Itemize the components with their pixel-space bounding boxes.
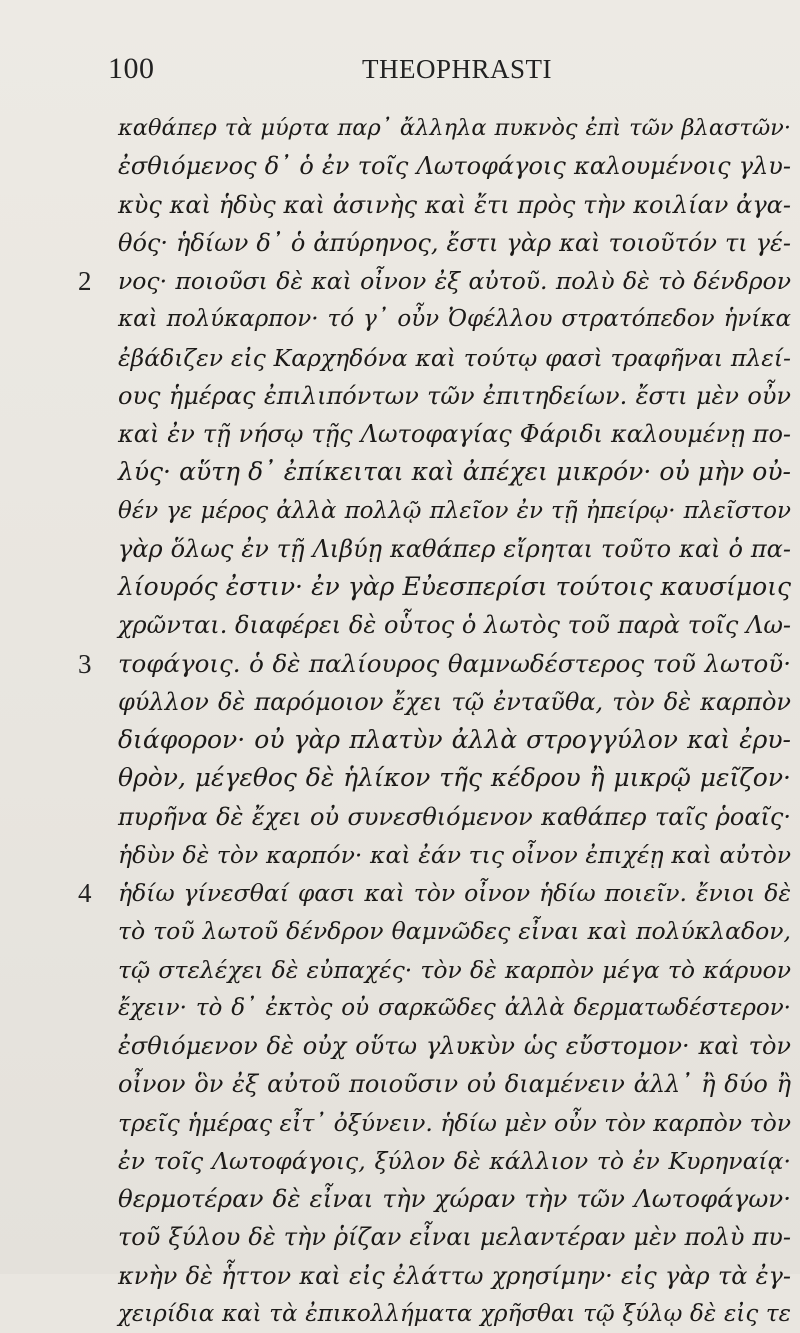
text-line (0, 224, 800, 262)
line-text: τῷ στελέχει δὲ εὐπαχές· τὸν δὲ καρπὸν μέγα τὸ κάρυον (118, 955, 791, 984)
line-text: τοφάγοις. ὁ δὲ παλίουρος θαμνωδέστερος τοῦ λωτοῦ· (118, 648, 791, 678)
line-text: κνὴν δὲ ἧττον καὶ εἰς ἐλάττω χρησίμην· εἰς γὰρ τὰ ἐγ- (118, 1261, 791, 1290)
line-text: ἡδίω γίνεσθαί φασι καὶ τὸν οἶνον ἡδίω ποιεῖν. ἔνιοι δὲ (118, 879, 791, 907)
line-text: θέν γε μέρος ἀλλὰ πολλῷ πλεῖον ἐν τῇ ἠπείρῳ· πλεῖστον (118, 497, 791, 524)
text-line (0, 1218, 800, 1256)
text-line (0, 989, 800, 1027)
line-text: καθάπερ τὰ μύρτα παρ᾽ ἄλληλα πυκνὸς ἐπὶ τῶν βλαστῶν· (118, 115, 791, 141)
line-text: θός· ἡδίων δ᾽ ὁ ἀπύρηνος, ἔστι γὰρ καὶ τοιοῦτόν τι γέ- (118, 228, 791, 257)
text-line (0, 798, 800, 836)
text-line (0, 262, 800, 300)
text-line (0, 186, 800, 224)
text-line (0, 606, 800, 644)
line-text: νος· ποιοῦσι δὲ καὶ οἶνον ἐξ αὐτοῦ. πολὺ δὲ τὸ δένδρον (118, 267, 791, 295)
line-text: ἐν τοῖς Λωτοφάγοις, ξύλον δὲ κάλλιον τὸ ἐν Κυρηναίᾳ· (118, 1146, 791, 1175)
text-line (0, 912, 800, 950)
line-text: πυρῆνα δὲ ἔχει οὐ συνεσθιόμενον καθάπερ ταῖς ῥοαῖς· (118, 802, 791, 831)
text-line (0, 339, 800, 377)
text-line (0, 836, 800, 874)
text-line (0, 492, 800, 530)
line-text: τοῦ ξύλου δὲ τὴν ῥίζαν εἶναι μελαντέραν μὲν πολὺ πυ- (118, 1223, 791, 1252)
text-line (0, 1104, 800, 1142)
line-text: λύς· αὕτη δ᾽ ἐπίκειται καὶ ἀπέχει μικρόν· οὐ μὴν οὐ- (118, 457, 791, 487)
text-line (0, 1065, 800, 1103)
line-text: καὶ πολύκαρπον· τό γ᾽ οὖν Ὀφέλλου στρατόπεδον ἡνίκα (118, 306, 791, 333)
line-text: ἔχειν· τὸ δ᾽ ἐκτὸς οὐ σαρκῶδες ἀλλὰ δερματωδέστερον· (118, 994, 791, 1021)
line-text: γὰρ ὅλως ἐν τῇ Λιβύῃ καθάπερ εἴρηται τοῦτο καὶ ὁ πα- (118, 534, 791, 563)
line-text: οἶνον ὃν ἐξ αὐτοῦ ποιοῦσιν οὐ διαμένειν ἀλλ᾽ ἢ δύο ἢ (118, 1070, 791, 1099)
page-number: 100 (108, 52, 155, 85)
text-line (0, 1295, 800, 1333)
line-text: διάφορον· οὐ γὰρ πλατὺν ἀλλὰ στρογγύλον καὶ ἐρυ- (118, 725, 791, 754)
text-line (0, 683, 800, 721)
line-text: τὸ τοῦ λωτοῦ δένδρον θαμνῶδες εἶναι καὶ πολύκλαδον, (118, 917, 791, 946)
text-line (0, 951, 800, 989)
line-text: θερμοτέραν δὲ εἶναι τὴν χώραν τὴν τῶν Λωτοφάγων· (118, 1184, 791, 1213)
section-number: 3 (78, 648, 92, 679)
text-body (0, 109, 800, 1333)
text-line (0, 874, 800, 912)
line-text: ἐσθιόμενον δὲ οὐχ οὕτω γλυκὺν ὡς εὔστομον· καὶ τὸν (118, 1032, 791, 1060)
line-text: θρὸν, μέγεθος δὲ ἡλίκον τῆς κέδρου ἢ μικρῷ μεῖζον· (118, 763, 791, 793)
section-number: 2 (78, 266, 92, 296)
text-line (0, 1180, 800, 1218)
text-line (0, 415, 800, 453)
line-text: ους ἡμέρας ἐπιλιπόντων τῶν ἐπιτηδείων. ἔστι μὲν οὖν (118, 381, 791, 410)
line-text: ἐσθιόμενος δ᾽ ὁ ἐν τοῖς Λωτοφάγοις καλουμένοις γλυ- (118, 152, 791, 181)
line-text: φύλλον δὲ παρόμοιον ἔχει τῷ ἐνταῦθα, τὸν δὲ καρπὸν (118, 687, 791, 716)
text-line (0, 645, 800, 683)
line-text: λίουρός ἐστιν· ἐν γὰρ Εὐεσπερίσι τούτοις καυσίμοις (118, 572, 791, 601)
section-number: 4 (78, 878, 92, 908)
text-line (0, 453, 800, 491)
line-text: ἐβάδιζεν εἰς Καρχηδόνα καὶ τούτῳ φασὶ τραφῆναι πλεί- (118, 343, 791, 372)
running-title: THEOPHRASTI (362, 54, 553, 84)
line-text: χειρίδια καὶ τὰ ἐπικολλήματα χρῆσθαι τῷ ξύλῳ δὲ εἰς τε (118, 1300, 791, 1327)
line-text: χρῶνται. διαφέρει δὲ οὗτος ὁ λωτὸς τοῦ παρὰ τοῖς Λω- (118, 611, 791, 640)
text-line (0, 377, 800, 415)
text-line (0, 109, 800, 147)
text-line (0, 1257, 800, 1295)
line-text: καὶ ἐν τῇ νήσῳ τῇς Λωτοφαγίας Φάριδι καλουμένῃ πο- (118, 420, 791, 448)
line-text: κὺς καὶ ἡδὺς καὶ ἀσινὴς καὶ ἔτι πρὸς τὴν κοιλίαν ἀγα- (118, 190, 791, 219)
text-line (0, 568, 800, 606)
text-line (0, 1142, 800, 1180)
text-line (0, 147, 800, 185)
running-head (0, 52, 800, 92)
line-text: τρεῖς ἡμέρας εἶτ᾽ ὀξύνειν. ἡδίω μὲν οὖν τὸν καρπὸν τὸν (118, 1108, 791, 1137)
text-line (0, 721, 800, 759)
text-line (0, 1027, 800, 1065)
text-line (0, 300, 800, 338)
text-line (0, 530, 800, 568)
line-text: ἡδὺν δὲ τὸν καρπόν· καὶ ἐάν τις οἶνον ἐπιχέῃ καὶ αὐτὸν (118, 840, 791, 869)
text-line (0, 759, 800, 797)
